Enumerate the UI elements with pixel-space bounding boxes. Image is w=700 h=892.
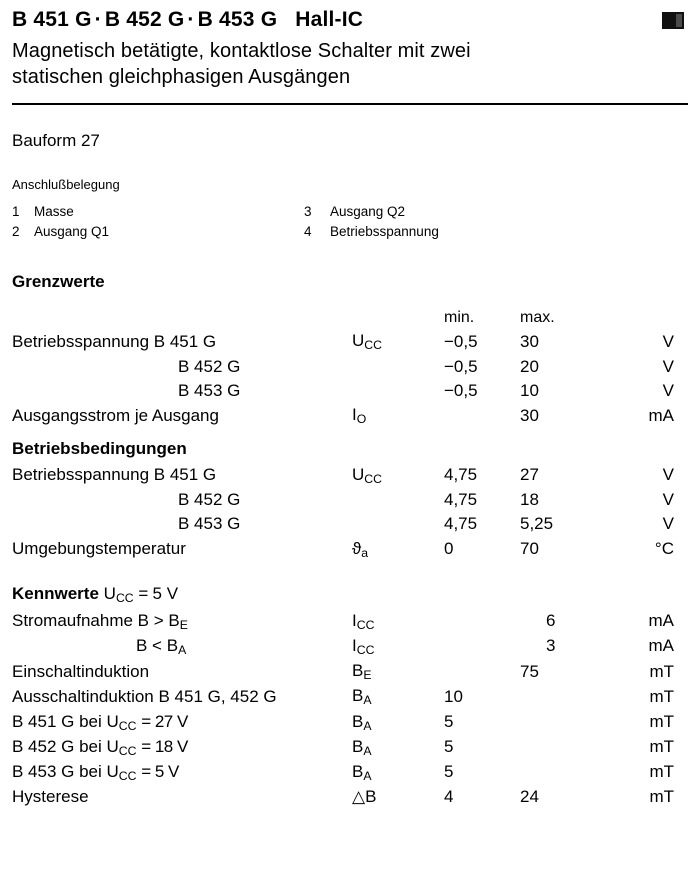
value-min: 10 (444, 686, 463, 706)
value-max: 30 (520, 405, 539, 425)
pin-label: Betriebsspannung (330, 224, 439, 239)
pin-label: Masse (34, 203, 74, 219)
unit: mT (649, 661, 674, 681)
parameter-symbol: $U_{CC}$ (352, 464, 382, 486)
table-row (12, 537, 688, 562)
grenzwerte-table (12, 306, 688, 428)
pin-assignment-heading: Anschlußbelegung (12, 176, 120, 192)
empty-cell (612, 306, 688, 329)
parameter-name: B 452 G (178, 356, 241, 376)
pin-number: 3 (304, 203, 312, 219)
unit: V (662, 464, 674, 484)
table-row (12, 329, 688, 354)
parameter-name: Einschaltinduktion (12, 661, 150, 681)
table-row (12, 379, 688, 403)
table-row (12, 463, 688, 488)
parameter-symbol (352, 379, 444, 403)
subtitle-line-1: Magnetisch betätigte, kontaktlose Schalter mit zwei (12, 40, 471, 62)
parameter-symbol: $B_A$ (352, 736, 372, 758)
unit: °C (654, 539, 674, 559)
value-min (444, 609, 520, 634)
parameter-name: B 452 G bei $U_{CC} = 18$ V (12, 736, 188, 758)
section-heading-kennwerte (0, 562, 700, 605)
unit: mT (649, 686, 674, 706)
pin-assignment-table (12, 202, 439, 242)
empty-cell (12, 306, 352, 329)
betriebsbedingungen-table (12, 463, 688, 562)
parameter-symbol: $ϑ_a$ (352, 538, 369, 560)
table-row (12, 222, 439, 242)
parameter-name: B 452 G (178, 489, 241, 509)
value-min: 5 (444, 712, 454, 731)
parameter-name: Stromaufnahme $B > B_E$ (12, 610, 188, 632)
table-row (12, 735, 688, 760)
pin-label: Ausgang Q1 (34, 224, 110, 239)
parameter-symbol: $B_A$ (352, 762, 372, 784)
type-1: B 451 G (12, 8, 92, 31)
parameter-name: $B < B_A$ (136, 636, 187, 658)
parameter-symbol (352, 512, 444, 536)
value-min: 4,75 (444, 514, 478, 534)
value-min (444, 634, 520, 659)
title-separator-2: · (187, 8, 195, 31)
value-max: 5,25 (520, 514, 554, 534)
parameter-symbol (352, 488, 444, 512)
parameter-symbol: $I_O$ (352, 405, 367, 427)
value-max: 3 (546, 636, 556, 656)
subtitle-line-2: statischen gleichphasigen Ausgängen (12, 66, 351, 89)
parameter-name: B 451 G bei $U_{CC} = 27$ V (12, 711, 188, 733)
subtitle (0, 32, 700, 91)
parameter-symbol: $I_{CC}$ (352, 610, 375, 632)
table-row (12, 710, 688, 735)
kennwerte-table (12, 609, 688, 810)
parameter-symbol: $B_A$ (352, 711, 372, 733)
type-3: B 453 G (197, 8, 278, 31)
unit: mT (649, 712, 674, 731)
unit: mT (649, 787, 674, 807)
value-min: −0,5 (444, 356, 478, 376)
value-max: 6 (546, 611, 556, 631)
table-row (12, 684, 688, 709)
unit: mA (648, 611, 674, 631)
unit: mA (648, 636, 674, 656)
table-header-row (12, 306, 688, 329)
section-heading-grenzwerte: Grenzwerte (12, 272, 105, 292)
value-max: 18 (520, 489, 539, 509)
value-max: 24 (520, 787, 539, 807)
unit: V (662, 331, 674, 351)
column-header-max: max. (520, 309, 555, 327)
unit: mT (649, 762, 674, 782)
table-row (12, 760, 688, 785)
kennwerte-label: Kennwerte (12, 583, 99, 603)
table-row (12, 488, 688, 512)
parameter-name: Ausschaltinduktion B 451 G, 452 G (12, 686, 277, 706)
title-main (12, 8, 363, 32)
value-min: −0,5 (444, 331, 478, 351)
value-max: 75 (520, 661, 539, 681)
unit: V (662, 514, 674, 534)
logo-block-icon (662, 12, 684, 29)
parameter-symbol: $I_{CC}$ (352, 636, 375, 658)
empty-cell (352, 306, 444, 329)
value-max (520, 735, 612, 760)
value-max: 20 (520, 356, 539, 376)
parameter-name: Hysterese (12, 787, 89, 807)
value-max (520, 684, 612, 709)
section-heading-betriebsbedingungen: Betriebsbedingungen (12, 438, 187, 458)
value-max: 27 (520, 464, 539, 484)
unit: V (662, 489, 674, 509)
value-max: 30 (520, 331, 539, 351)
table-row (12, 609, 688, 634)
parameter-name: B 453 G (178, 380, 241, 400)
value-min: 5 (444, 737, 454, 757)
value-min: 4 (444, 787, 454, 807)
value-min: 5 (444, 762, 454, 782)
unit: V (662, 380, 674, 400)
value-min: 4,75 (444, 489, 478, 509)
unit: mA (648, 405, 674, 425)
table-row (12, 659, 688, 684)
value-min (444, 403, 520, 428)
parameter-name: Ausgangsstrom je Ausgang (12, 405, 219, 425)
parameter-name: Umgebungstemperatur (12, 539, 186, 559)
column-header-min: min. (444, 309, 475, 327)
pin-label: Ausgang Q2 (330, 203, 406, 219)
table-row (12, 634, 688, 659)
pin-number: 2 (12, 224, 20, 239)
table-row (12, 202, 439, 222)
table-row (12, 403, 688, 428)
parameter-name: Betriebsspannung B 451 G (12, 464, 217, 484)
parameter-symbol: $U_{CC}$ (352, 331, 382, 353)
table-row (12, 355, 688, 379)
title-separator-1: · (94, 8, 102, 31)
unit: V (662, 356, 674, 376)
title-row (0, 0, 700, 32)
kennwerte-condition: $U_{CC} = 5$ V (103, 583, 179, 605)
pin-number: 1 (12, 203, 20, 219)
family-label: Hall-IC (295, 8, 364, 31)
table-row (12, 785, 688, 809)
parameter-name: B 453 G (178, 514, 241, 534)
value-min (444, 659, 520, 684)
value-max (520, 710, 612, 735)
parameter-symbol (352, 355, 444, 379)
parameter-name: B 453 G bei $U_{CC} = 5$ V (12, 762, 179, 784)
value-min: 4,75 (444, 464, 478, 484)
value-min: 0 (444, 539, 454, 559)
unit: mT (649, 737, 674, 757)
pin-number: 4 (304, 224, 312, 239)
value-max (520, 760, 612, 785)
bauform-label: Bauform 27 (12, 130, 100, 150)
value-max: 70 (520, 539, 539, 559)
value-max: 10 (520, 380, 539, 400)
parameter-symbol: $B_A$ (352, 686, 372, 708)
type-2: B 452 G (104, 8, 185, 31)
parameter-symbol: △B (352, 787, 377, 807)
value-min: −0,5 (444, 380, 478, 400)
parameter-name: Betriebsspannung B 451 G (12, 331, 217, 351)
table-row (12, 512, 688, 536)
parameter-symbol: $B_E$ (352, 661, 372, 683)
